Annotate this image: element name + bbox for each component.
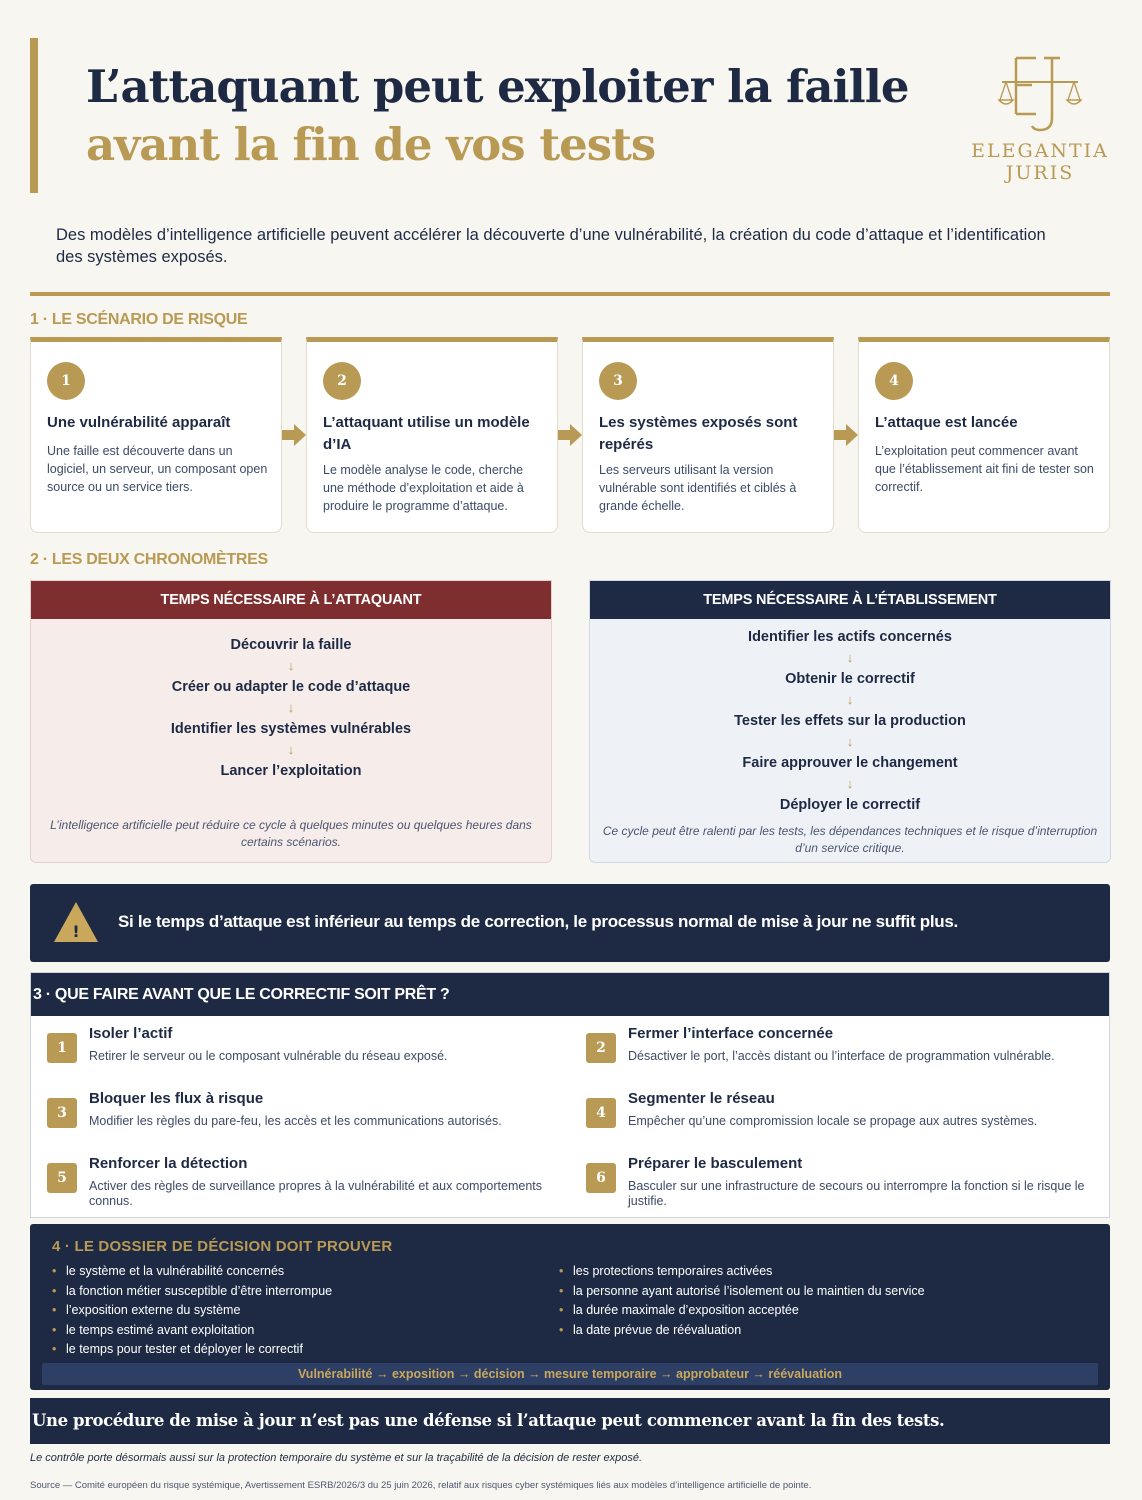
footnote: Le contrôle porte désormais aussi sur la protection temporaire du système et sur la traçabilité de la décision de rester exposé. (30, 1452, 643, 1464)
action-number-badge: 3 (47, 1098, 77, 1128)
arrow-down-icon: ↓ (846, 650, 854, 665)
list-item: • la fonction métier susceptible d’être interrompue (52, 1282, 332, 1302)
action-number-badge: 2 (586, 1033, 616, 1063)
alert-banner (30, 884, 1110, 962)
scales-monogram-icon (998, 52, 1082, 136)
header-accent-bar (30, 38, 38, 193)
organisation-timer-note: Ce cycle peut être ralenti par les tests, les dépendances techniques et le risque d’interruption d’un service critique. (602, 824, 1098, 855)
warning-icon (52, 900, 100, 944)
step-description: L’exploitation peut commencer avant que l’établissement ait fini de tester son correctif. (875, 444, 1094, 494)
scenario-step-3 (582, 337, 834, 533)
action-description: Basculer sur une infrastructure de secours ou interrompre la fonction si le risque le justifie. (628, 1179, 1085, 1208)
timer-step: Lancer l’exploitation (220, 763, 362, 779)
arrow-down-icon: ↓ (846, 734, 854, 749)
decision-checklist-right (559, 1262, 925, 1340)
list-item: • l’exposition externe du système (52, 1301, 332, 1321)
scenario-step-4 (858, 337, 1110, 533)
decision-flow-bar: Vulnérabilité → exposition → décision → mesure temporaire → approbateur → réévaluation (42, 1363, 1098, 1385)
timer-step: Déployer le correctif (779, 797, 921, 813)
logo (970, 52, 1110, 187)
organisation-timer-panel (589, 580, 1111, 863)
section-4-panel (30, 1224, 1110, 1390)
action-description: Désactiver le port, l’accès distant ou l’interface de programmation vulnérable. (628, 1049, 1055, 1063)
section-4-title: 4 · LE DOSSIER DE DÉCISION DOIT PROUVER (52, 1238, 393, 1255)
section-3-title: 3 · QUE FAIRE AVANT QUE LE CORRECTIF SOIT PRÊT ? (31, 973, 1109, 1016)
list-item: • la personne ayant autorisé l’isolement ou le maintien du service (559, 1282, 925, 1302)
action-title: Isoler l’actif (89, 1025, 173, 1042)
timer-step: Identifier les systèmes vulnérables (170, 721, 412, 737)
source-citation: Source — Comité européen du risque systémique, Avertissement ESRB/2026/3 du 25 juin 2026, relatif aux risques cyber systémiques liés aux modèles d’intelligence artificielle de pointe. (30, 1480, 812, 1491)
timer-step: Identifier les actifs concernés (748, 629, 952, 645)
timer-step: Découvrir la faille (230, 637, 352, 653)
section-3-panel (30, 972, 1110, 1218)
decision-checklist-left (52, 1262, 332, 1360)
scenario-step-1 (30, 337, 282, 533)
section-divider (30, 292, 1110, 296)
list-item: • la durée maximale d’exposition acceptée (559, 1301, 925, 1321)
step-description: Une faille est découverte dans un logiciel, un serveur, un composant open source ou un service tiers. (47, 444, 268, 494)
list-item: • le système et la vulnérabilité concernés (52, 1262, 332, 1282)
alert-text: Si le temps d’attaque est inférieur au temps de correction, le processus normal de mise à jour ne suffit plus. (118, 912, 958, 931)
arrow-down-icon: ↓ (287, 658, 295, 673)
action-title: Renforcer la détection (89, 1155, 248, 1172)
action-title: Préparer le basculement (628, 1155, 803, 1172)
arrow-right-icon (282, 424, 306, 446)
step-number-badge: 4 (875, 362, 913, 400)
section-1-title: 1 · LE SCÉNARIO DE RISQUE (30, 311, 248, 328)
arrow-right-icon (558, 424, 582, 446)
action-title: Fermer l’interface concernée (628, 1025, 834, 1042)
list-item: • le temps pour tester et déployer le correctif (52, 1340, 332, 1360)
arrow-down-icon: ↓ (287, 742, 295, 757)
arrow-down-icon: ↓ (846, 692, 854, 707)
action-description: Empêcher qu’une compromission locale se propage aux autres systèmes. (628, 1114, 1038, 1128)
organisation-timer-list (590, 619, 1110, 815)
action-description: Retirer le serveur ou le composant vulnérable du réseau exposé. (89, 1049, 448, 1063)
timer-step: Créer ou adapter le code d’attaque (171, 679, 411, 695)
arrow-right-icon (834, 424, 858, 446)
action-title: Bloquer les flux à risque (89, 1090, 264, 1107)
conclusion-banner: Une procédure de mise à jour n’est pas une défense si l’attaque peut commencer avant la fin des tests. (30, 1398, 1110, 1444)
organisation-timer-header: TEMPS NÉCESSAIRE À L’ÉTABLISSEMENT (590, 581, 1110, 619)
step-description: Les serveurs utilisant la version vulnérable sont identifiés et ciblés à grande échelle. (599, 463, 797, 513)
action-number-badge: 1 (47, 1033, 77, 1063)
logo-text-line-1: ELEGANTIA (971, 140, 1109, 162)
attacker-timer-header: TEMPS NÉCESSAIRE À L’ATTAQUANT (31, 581, 551, 619)
step-description: Le modèle analyse le code, cherche une méthode d’exploitation et aide à produire le programme d’attaque. (323, 463, 524, 513)
action-number-badge: 4 (586, 1098, 616, 1128)
step-number-badge: 3 (599, 362, 637, 400)
action-description: Activer des règles de surveillance propres à la vulnérabilité et aux comportements connus. (89, 1179, 543, 1208)
list-item: • le temps estimé avant exploitation (52, 1321, 332, 1341)
arrow-down-icon: ↓ (287, 700, 295, 715)
step-number-badge: 1 (47, 362, 85, 400)
action-description: Modifier les règles du pare-feu, les accès et les communications autorisés. (89, 1114, 502, 1128)
step-number-badge: 2 (323, 362, 361, 400)
attacker-timer-panel (30, 580, 552, 863)
action-number-badge: 5 (47, 1163, 77, 1193)
arrow-down-icon: ↓ (846, 776, 854, 791)
title-line-1: L’attaquant peut exploiter la faille (86, 60, 909, 113)
timer-step: Faire approuver le changement (742, 755, 958, 771)
section-2-title: 2 · LES DEUX CHRONOMÈTRES (30, 551, 268, 568)
step-title: L’attaque est lancée (875, 414, 1018, 431)
scenario-step-2 (306, 337, 558, 533)
action-number-badge: 6 (586, 1163, 616, 1193)
warning-mark: ! (72, 922, 80, 941)
list-item: • la date prévue de réévaluation (559, 1321, 925, 1341)
header (30, 38, 1110, 193)
attacker-timer-note: L’intelligence artificielle peut réduire ce cycle à quelques minutes ou quelques heures dans certains scénarios. (50, 818, 532, 849)
title-line-2: avant la fin de vos tests (86, 118, 656, 171)
step-title: Une vulnérabilité apparaît (47, 414, 231, 431)
logo-text-line-2: JURIS (1005, 162, 1075, 184)
intro-text: Des modèles d’intelligence artificielle peuvent accélérer la découverte d’une vulnérabilité, la création du code d’attaque et l’identification des systèmes exposés. (56, 226, 1046, 266)
attacker-timer-list (31, 619, 551, 781)
timer-step: Tester les effets sur la production (734, 713, 966, 729)
list-item: • les protections temporaires activées (559, 1262, 925, 1282)
step-title: L’attaquant utilise un modèle d’IA (323, 414, 530, 453)
step-title: Les systèmes exposés sont repérés (599, 414, 798, 453)
action-title: Segmenter le réseau (628, 1090, 775, 1107)
timer-step: Obtenir le correctif (785, 671, 915, 687)
